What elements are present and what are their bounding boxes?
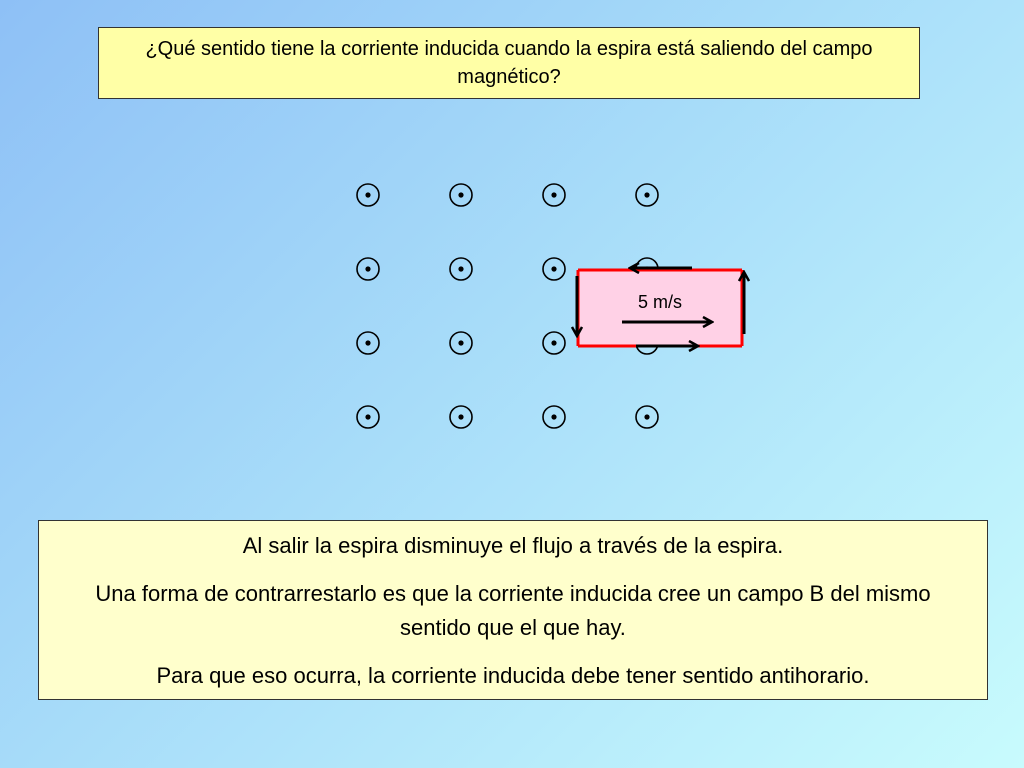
magnetic-field-out-of-page-icon [357,332,379,354]
magnetic-field-out-of-page-icon [357,184,379,206]
question-text: ¿Qué sentido tiene la corriente inducida cuando la espira está saliendo del campo magnético? [145,38,873,88]
magnetic-field-out-of-page-icon [357,258,379,280]
magnetic-field-out-of-page-icon [543,406,565,428]
answer-line-2: Una forma de contrarrestarlo es que la corriente inducida cree un campo B del mismo sentido que el que hay. [95,581,931,640]
magnetic-field-out-of-page-icon [450,406,472,428]
velocity-label: 5 m/s [637,292,683,312]
magnetic-field-out-of-page-icon [636,184,658,206]
magnetic-field-out-of-page-icon [543,258,565,280]
answer-box [38,520,988,700]
answer-line-3: Para que eso ocurra, la corriente inducida debe tener sentido antihorario. [156,663,870,688]
magnetic-field-out-of-page-icon [636,406,658,428]
magnetic-field-out-of-page-icon [357,406,379,428]
magnetic-field-out-of-page-icon [543,184,565,206]
magnetic-field-out-of-page-icon [450,184,472,206]
magnetic-field-out-of-page-icon [543,332,565,354]
magnetic-field-out-of-page-icon [450,332,472,354]
answer-line-1: Al salir la espira disminuye el flujo a través de la espira. [242,533,784,558]
magnetic-field-out-of-page-icon [450,258,472,280]
